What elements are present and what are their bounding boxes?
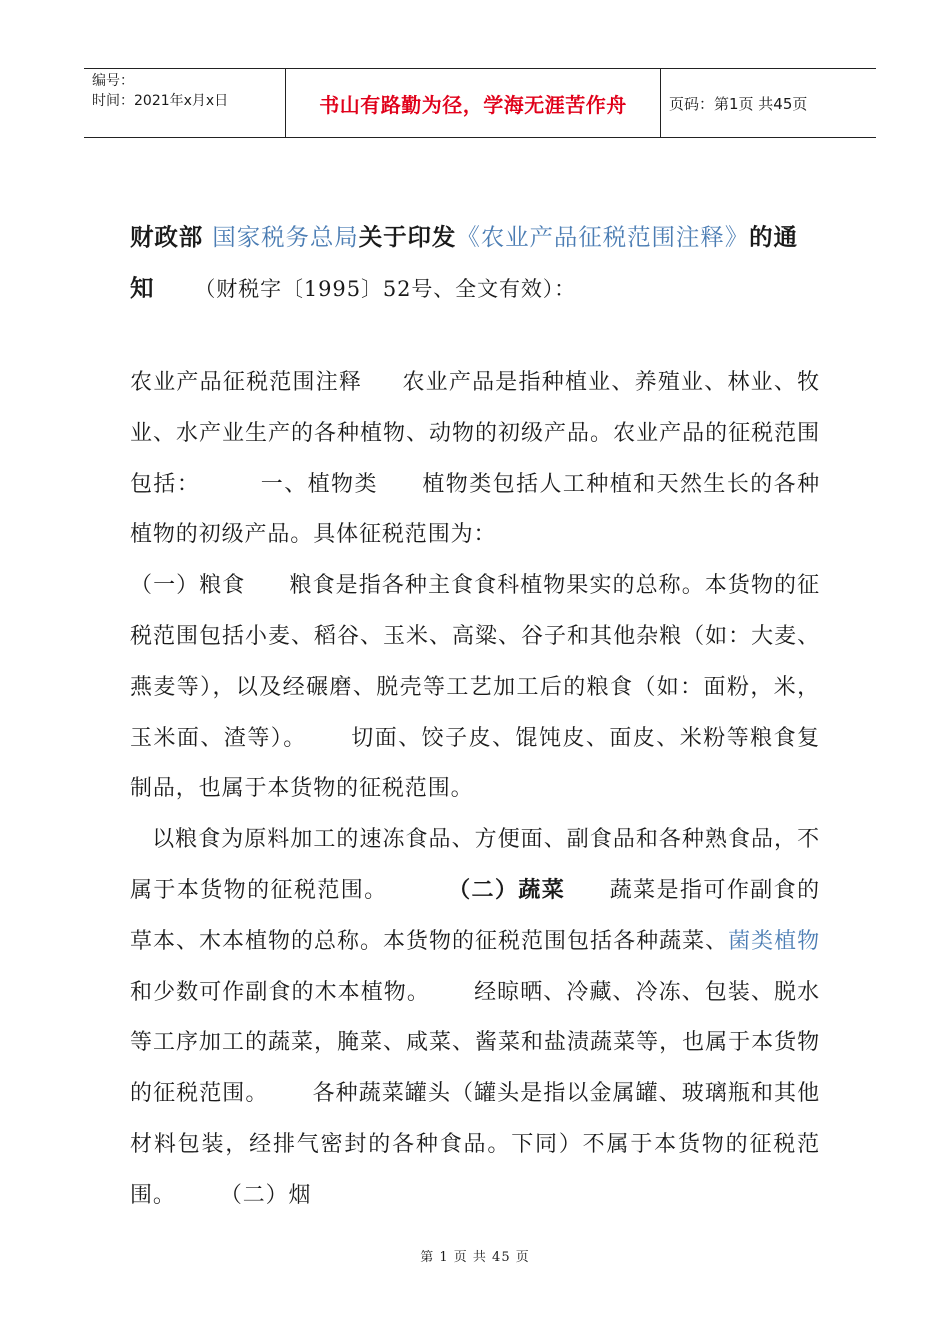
title-subtitle: （财税字〔1995〕52号、全文有效）： xyxy=(194,277,577,301)
doc-number-label: 编号： xyxy=(92,73,134,89)
text-heading: 农业产品征税范围注释 xyxy=(130,370,363,395)
text-subheading: （二）蔬菜 xyxy=(447,877,566,903)
text-span: 和少数可作副食的木本植物。 xyxy=(130,979,430,1005)
text-span: 植物类包括人工种植和天然生长的各种植物的初级产品。具体征税范围为： xyxy=(130,471,820,548)
text-span: 各种蔬菜罐头（罐头是指以金属罐、玻璃瓶和其他材料包装，经排气密封的各种食品。下同）不属于本货物的征税范围。 xyxy=(130,1081,820,1208)
document-title xyxy=(130,212,820,315)
paragraph-grain xyxy=(130,561,820,815)
link-fungi-plants[interactable]: 菌类植物 xyxy=(728,928,820,954)
text-section-heading: 一、植物类 xyxy=(260,471,378,497)
text-span: 以粮食为原料加工的速冻食品、方便面、副食品和各种熟食品，不属于本货物的征税范围。 xyxy=(130,827,820,903)
title-suffix: 的通知 xyxy=(130,223,798,302)
text-subheading: （一）粮食 xyxy=(130,573,246,599)
paragraph-vegetables xyxy=(130,815,820,1221)
title-issuer: 财政部 xyxy=(130,223,213,251)
text-subheading: （二）烟 xyxy=(219,1182,312,1208)
page-header xyxy=(84,68,876,138)
header-motto: 书山有路勤为径，学海无涯苦作舟 xyxy=(286,69,661,137)
document-body xyxy=(130,212,820,1222)
text-span: 经晾晒、冷藏、冷冻、包装、脱水等工序加工的蔬菜，腌菜、咸菜、酱菜和盐渍蔬菜等，也属于本货物的征税范围。 xyxy=(130,979,820,1107)
paragraph-intro xyxy=(130,358,820,561)
title-link-regulation[interactable]: 《农业产品征税范围注释》 xyxy=(456,223,750,251)
text-span: 蔬菜是指可作副食的草本、木本植物的总称。本货物的征税范围包括各种蔬菜、 xyxy=(130,877,820,954)
page-footer: 第 1 页 共 45 页 xyxy=(420,1250,530,1265)
header-meta xyxy=(84,69,286,137)
text-span: 切面、饺子皮、馄饨皮、面皮、米粉等粮食复制品，也属于本货物的征税范围。 xyxy=(130,725,820,802)
text-span: 粮食是指各种主食食科植物果实的总称。本货物的征税范围包括小麦、稻谷、玉米、高粱、谷子和其他杂粮（如：大麦、燕麦等），以及经碾磨、脱壳等工艺加工后的粮食（如：面粉，米，玉米面、渣等）。 xyxy=(130,573,820,751)
header-page-info: 页码：第1页 共45页 xyxy=(669,94,808,113)
time-label: 时间：2021年x月x日 xyxy=(92,93,229,109)
text-span: 农业产品是指种植业、养殖业、林业、牧业、水产业生产的各种植物、动物的初级产品。农业产品的征税范围包括： xyxy=(130,370,820,497)
title-text: 关于印发 xyxy=(358,223,457,251)
title-link-tax-bureau[interactable]: 国家税务总局 xyxy=(212,223,359,251)
